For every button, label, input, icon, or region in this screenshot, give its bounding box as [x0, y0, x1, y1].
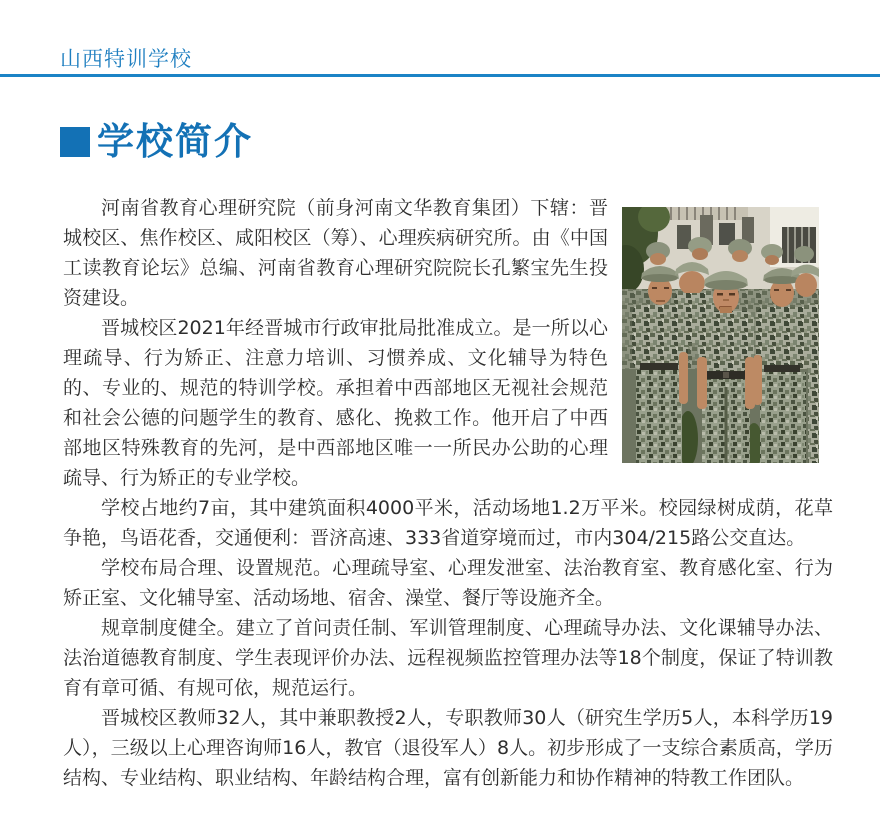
students-photo-graphic	[622, 207, 819, 463]
paragraph-campus-founding: 晋城校区2021年经晋城市行政审批局批准成立。是一所以心理疏导、行为矫正、注意力培训、习惯养成、文化辅导为特色的、专业的、规范的特训学校。承担着中西部地区无视社会规范和社会公德的问题学生的教育、感化、挽救工作。他开启了中西部地区特殊教育的先河，是中西部地区唯一一所民办公助的心理疏导、行为矫正的专业学校。	[63, 316, 608, 489]
header-divider	[0, 74, 880, 77]
paragraph-facilities: 学校布局合理、设置规范。心理疏导室、心理发泄室、法治教育室、教育感化室、行为矫正室、文化辅导室、活动场地、宿舍、澡堂、餐厅等设施齐全。	[63, 556, 833, 609]
paragraph-regulations: 规章制度健全。建立了首问责任制、军训管理制度、心理疏导办法、文化课辅导办法、法治道德教育制度、学生表现评价办法、远程视频监控管理办法等18个制度，保证了特训教育有章可循、有规可依，规范运行。	[63, 616, 833, 699]
body-text	[63, 193, 833, 793]
section-title-label: 学校简介	[97, 120, 253, 163]
students-photo	[622, 207, 819, 463]
title-square-icon	[60, 127, 90, 157]
section-title	[60, 122, 880, 163]
paragraph-campus-area: 学校占地约7亩，其中建筑面积4000平米，活动场地1.2万平米。校园绿树成荫，花草争艳，鸟语花香，交通便利：晋济高速、333省道穿境而过，市内304/215路公交直达。	[63, 496, 833, 549]
main-content	[0, 122, 880, 793]
paragraph-faculty: 晋城校区教师32人，其中兼职教授2人，专职教师30人（研究生学历5人，本科学历19人），三级以上心理咨询师16人，教官（退役军人）8人。初步形成了一支综合素质高，学历结构、专业结构、职业结构、年龄结构合理，富有创新能力和协作精神的特教工作团队。	[63, 706, 833, 789]
site-title: 山西特训学校	[60, 47, 192, 71]
page-header	[0, 0, 880, 77]
paragraph-org-overview: 河南省教育心理研究院（前身河南文华教育集团）下辖：晋城校区、焦作校区、咸阳校区（筹）、心理疾病研究所。由《中国工读教育论坛》总编、河南省教育心理研究院院长孔繁宝先生投资建设。	[63, 196, 608, 309]
